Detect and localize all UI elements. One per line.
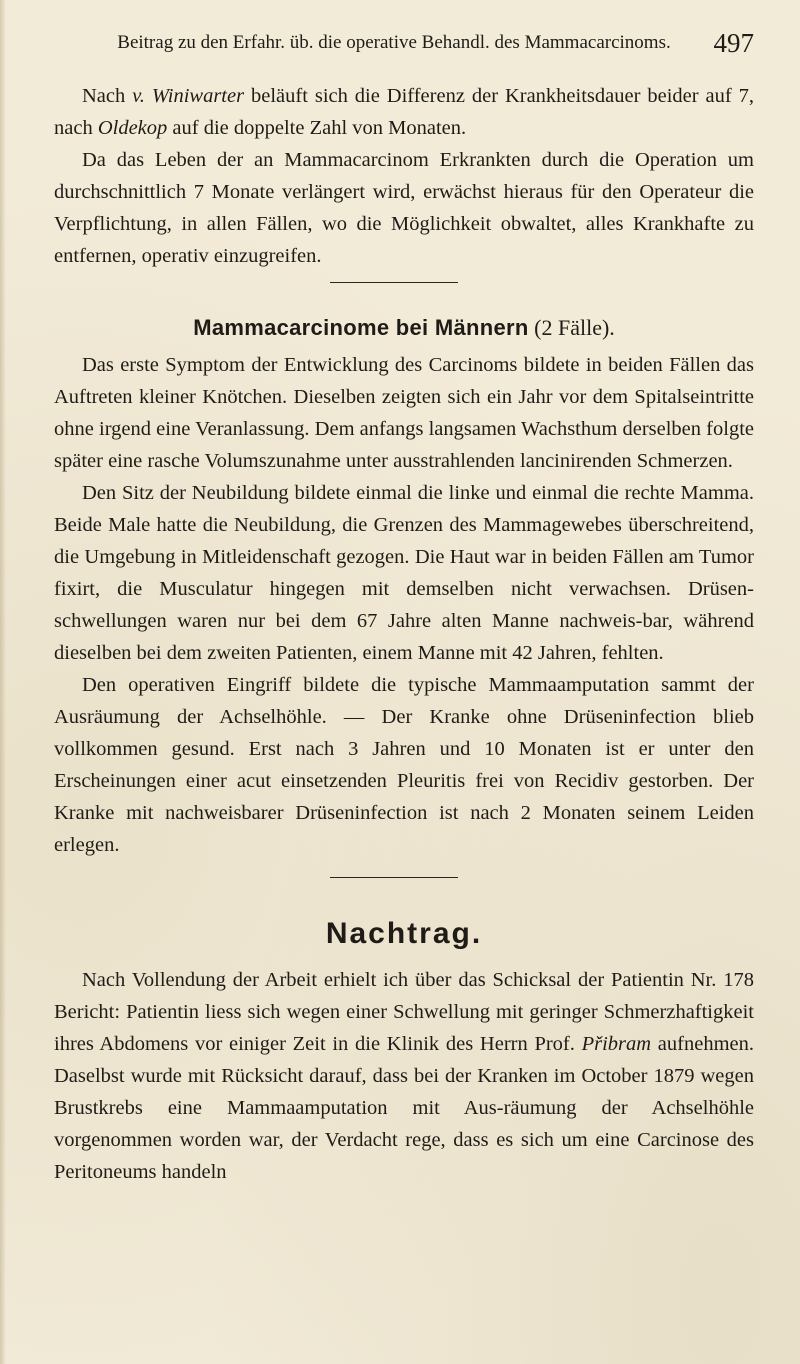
- section-divider: [330, 877, 458, 878]
- section-divider: [330, 282, 458, 283]
- paragraph-location: Den Sitz der Neubildung bildete einmal die linke und einmal die rechte Mamma. Beide Male hatte die Neubildung, die Grenzen des Mammagewebes überschreitend, die Umgebung in Mitleidenschaft gezogen. Die Haut war in beiden Fällen am Tumor fixirt, die Musculatur hingegen mit demselben nicht verwachsen. Drüsen-schwellungen waren nur bei dem 67 Jahre alten Manne nachweis-bar, während dieselben bei dem zweiten Patienten, einem Manne mit 42 Jahren, fehlten.: [54, 482, 754, 664]
- page-number: 497: [713, 28, 754, 58]
- running-title: Beitrag zu den Erfahr. üb. die operative Behandl. des Mammacarcinoms.: [117, 32, 671, 53]
- document-page: [54, 22, 754, 1188]
- section-heading-count: (2 Fälle).: [528, 315, 615, 340]
- text-run: auf die doppelte Zahl von Monaten.: [167, 117, 467, 139]
- paragraph-nachtrag: [54, 964, 754, 1188]
- text-run: Nach Vollendung der Arbeit erhielt ich über das Schicksal der Patientin Nr. 178 Bericht: Patientin liess sich wegen einer Schwellung mit geringer Schmerzhaftigkeit ihres Abdomens vor einiger Zeit in die Klinik des Herrn Prof.: [54, 969, 754, 1055]
- text-run: Nach: [82, 85, 133, 107]
- running-header: [54, 22, 754, 64]
- author-name-winiwarter: v. Winiwarter: [132, 85, 245, 107]
- text-run: beläuft sich die Differenz der Krankheitsdauer beider auf 7, nach: [54, 85, 754, 139]
- text-run: aufnehmen. Daselbst wurde mit Rücksicht darauf, dass bei der Kranken im October 1879 wegen Brustkrebs eine Mammaamputation mit Aus-räumung der Achselhöhle vorgenommen worden war, der Verdacht rege, dass es sich um eine Carcinose des Peritoneums handeln: [54, 1033, 754, 1183]
- paragraph-winiwarter: [54, 80, 754, 144]
- body-text: [54, 80, 754, 1188]
- paragraph-conclusion: Da das Leben der an Mammacarcinom Erkrankten durch die Operation um durchschnittlich 7 Monate verlängert wird, erwächst hieraus für den Operateur die Verpflichtung, in allen Fällen, wo die Möglichkeit obwaltet, alles Krankhafte zu entfernen, operativ einzugreifen.: [54, 149, 754, 267]
- section-heading-bold: Mammacarcinome bei Männern: [193, 315, 529, 340]
- paragraph-operation: Den operativen Eingriff bildete die typische Mammaamputation sammt der Ausräumung der Achselhöhle. — Der Kranke ohne Drüseninfection blieb vollkommen gesund. Erst nach 3 Jahren und 10 Monaten ist er unter den Erscheinungen einer acut einsetzenden Pleuritis frei von Recidiv gestorben. Der Kranke mit nachweisbarer Drüseninfection ist nach 2 Monaten seinem Leiden erlegen.: [54, 674, 754, 856]
- section-heading-men: [54, 311, 754, 345]
- paragraph-symptom: Das erste Symptom der Entwicklung des Carcinoms bildete in beiden Fällen das Auftreten kleiner Knötchen. Dieselben zeigten sich ein Jahr vor dem Spitalseintritte ohne irgend eine Veranlassung. Dem anfangs langsamen Wachsthum derselben folgte später eine rasche Volumszunahme unter ausstrahlenden lancinirenden Schmerzen.: [54, 354, 754, 472]
- author-name-oldekop: Oldekop: [97, 117, 168, 139]
- author-name-pribram: Přibram: [581, 1033, 652, 1055]
- section-heading-nachtrag: Nachtrag.: [325, 917, 483, 950]
- page-edge-shadow: [0, 0, 6, 1364]
